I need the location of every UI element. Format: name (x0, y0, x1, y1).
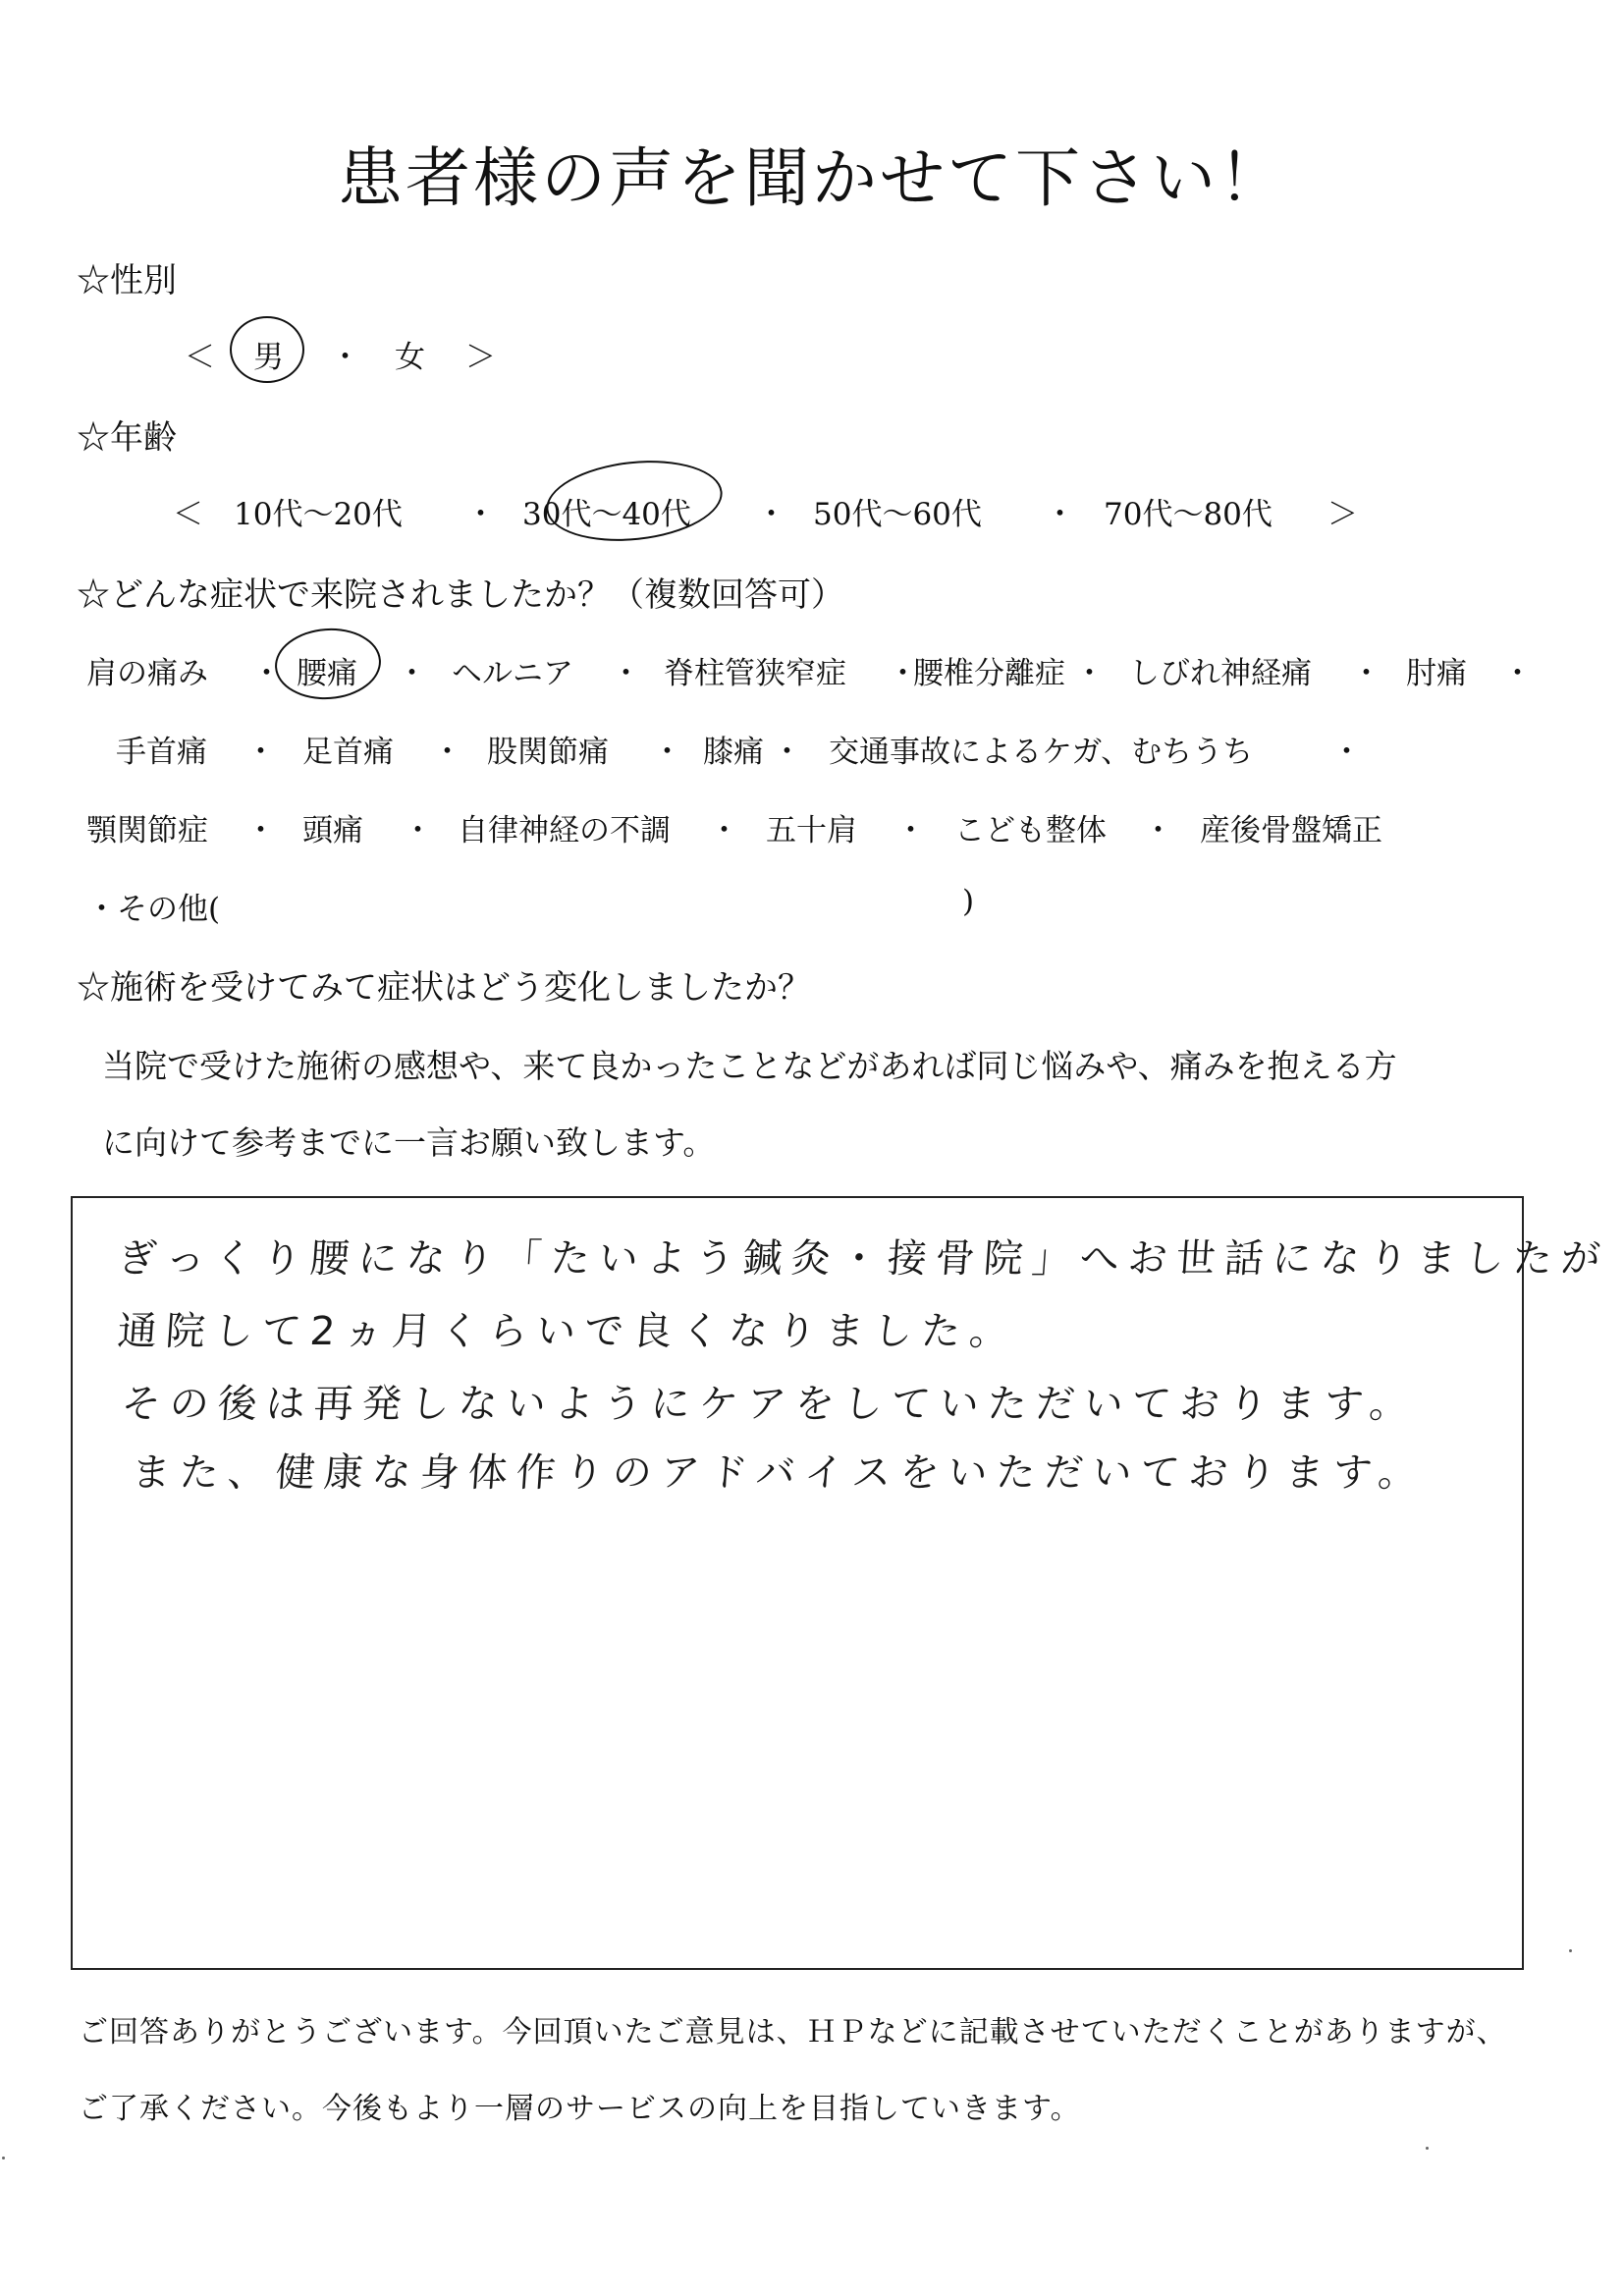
age-option-10-20[interactable]: 10代〜20代 (234, 497, 403, 532)
age-close-bracket: ＞ (1327, 497, 1358, 532)
scan-speck (1569, 1949, 1572, 1952)
symptom-hip-joint-pain[interactable]: 股関節痛 (487, 735, 609, 770)
symptom-numbness-neuralgia[interactable]: しびれ神経痛 (1129, 656, 1312, 691)
symptom-shoulder-pain[interactable]: 肩の痛み (86, 656, 208, 691)
symptom-separator: ・ (888, 656, 918, 691)
age-option-70-80[interactable]: 70代〜80代 (1104, 497, 1272, 532)
symptom-separator: ・ (432, 735, 462, 770)
symptom-separator: ・ (397, 656, 427, 691)
symptom-separator: ・ (245, 735, 276, 770)
age-selected-circle (542, 453, 726, 549)
symptom-separator: ・ (1143, 813, 1173, 848)
handwritten-answer-line-4: また、健康な身体作りのアドバイスをいただいております。 (130, 1450, 1428, 1496)
symptom-other-field[interactable] (226, 884, 952, 923)
symptom-spondylolysis[interactable]: 腰椎分離症 (913, 656, 1065, 691)
footer-line-1: ご回答ありがとうございます。今回頂いたご意見は、ＨＰなどに記載させていただくことがありますが、 (79, 2015, 1507, 2049)
symptom-other-label: ・その他( (86, 892, 221, 927)
footer-line-2: ご了承ください。今後もより一層のサービスの向上を目指していきます。 (79, 2092, 1081, 2126)
handwritten-answer-line-2: 通院して2ヵ月くらいで良くなりました。 (116, 1309, 1019, 1354)
age-option-50-60[interactable]: 50代〜60代 (813, 497, 982, 532)
gender-open-bracket: ＜ (185, 340, 215, 375)
age-heading: ☆年齢 (77, 418, 177, 458)
symptom-separator: ・ (611, 656, 641, 691)
gender-option-female[interactable]: 女 (395, 340, 425, 375)
symptom-separator: ・ (772, 735, 802, 770)
symptom-separator: ・ (1331, 735, 1362, 770)
scan-speck (1426, 2147, 1429, 2150)
symptoms-heading: ☆どんな症状で来院されましたか？（複数回答可） (77, 575, 844, 615)
symptom-traffic-accident[interactable]: 交通事故によるケガ、むちうち (829, 735, 1254, 770)
symptom-separator: ・ (1502, 656, 1533, 691)
symptom-other-close: ) (962, 884, 975, 919)
gender-separator: ・ (330, 340, 360, 375)
age-separator-2: ・ (756, 497, 786, 532)
symptom-lower-back-pain[interactable]: 腰痛 (297, 656, 357, 691)
symptom-ankle-pain[interactable]: 足首痛 (302, 735, 394, 770)
handwritten-answer-line-1: ぎっくり腰になり「たいよう鍼灸・接骨院」へお世話になりましたが (116, 1236, 1611, 1282)
symptom-selected-circle (273, 625, 384, 702)
age-separator-1: ・ (465, 497, 496, 532)
handwritten-answer-line-3: その後は再発しないようにケアをしていただいております。 (120, 1382, 1420, 1427)
symptom-postpartum-pelvis[interactable]: 産後骨盤矯正 (1200, 813, 1382, 848)
symptom-headache[interactable]: 頭痛 (302, 813, 363, 848)
symptom-tmj-disorder[interactable]: 顎関節症 (86, 813, 208, 848)
symptom-hernia[interactable]: ヘルニア (452, 656, 573, 691)
symptom-spinal-stenosis[interactable]: 脊柱管狭窄症 (664, 656, 846, 691)
symptom-knee-pain[interactable]: 膝痛 (703, 735, 764, 770)
symptom-separator: ・ (709, 813, 739, 848)
symptom-wrist-pain[interactable]: 手首痛 (116, 735, 207, 770)
scan-speck (2, 2157, 5, 2159)
gender-option-male[interactable]: 男 (253, 340, 284, 375)
age-open-bracket: ＜ (173, 497, 203, 532)
gender-selected-circle (230, 316, 304, 383)
symptom-separator: ・ (403, 813, 433, 848)
symptom-kids-seitai[interactable]: こども整体 (954, 813, 1107, 848)
page-title: 患者様の声を聞かせて下さい！ (338, 140, 1286, 216)
gender-close-bracket: ＞ (465, 340, 496, 375)
symptom-separator: ・ (895, 813, 926, 848)
feedback-heading: ☆施術を受けてみて症状はどう変化しましたか？ (77, 968, 811, 1008)
feedback-prompt-line-1: 当院で受けた施術の感想や、来て良かったことなどがあれば同じ悩みや、痛みを抱える方 (102, 1047, 1397, 1085)
symptom-separator: ・ (1074, 656, 1105, 691)
age-separator-3: ・ (1045, 497, 1075, 532)
symptom-separator: ・ (251, 656, 282, 691)
age-option-30-40[interactable]: 30代〜40代 (522, 497, 691, 532)
symptom-autonomic-disorder[interactable]: 自律神経の不調 (458, 813, 671, 848)
symptom-separator: ・ (245, 813, 276, 848)
feedback-prompt-line-2: に向けて参考までに一言お願い致します。 (102, 1123, 716, 1162)
feedback-answer-box[interactable] (71, 1196, 1611, 1970)
gender-heading: ☆性別 (77, 261, 177, 301)
symptom-separator: ・ (1351, 656, 1381, 691)
symptom-separator: ・ (652, 735, 682, 770)
symptom-elbow-pain[interactable]: 肘痛 (1406, 656, 1467, 691)
symptom-frozen-shoulder[interactable]: 五十肩 (766, 813, 857, 848)
